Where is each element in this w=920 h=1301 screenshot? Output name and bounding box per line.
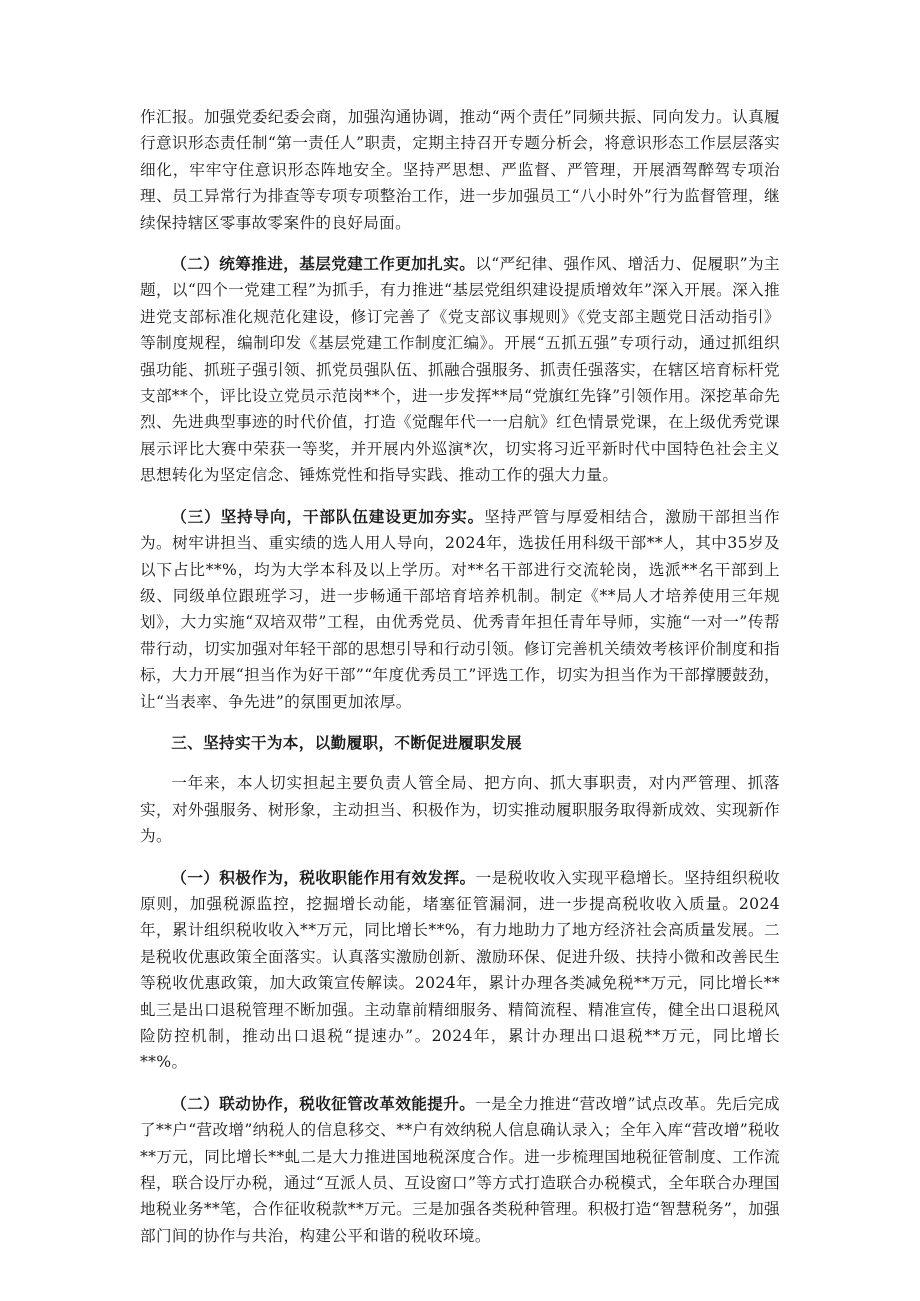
paragraph-continuation — [140, 104, 780, 236]
paragraph-cadre-team — [140, 504, 780, 715]
paragraph-lead: （二）联动协作，税收征管改革效能提升。 — [171, 1093, 476, 1113]
paragraph-intro — [140, 770, 780, 849]
paragraph-lead: （三）坚持导向，干部队伍建设更加夯实。 — [171, 506, 485, 526]
paragraph-body: 一年来，本人切实担起主要负责人管全局、把方向、抓大事职责，对内严管理、抓落实，对外强服务、树形象，主动担当、积极作为，切实推动履职服务取得新成效、实现新作为。 — [140, 774, 780, 846]
paragraph-tax-reform — [140, 1091, 780, 1249]
paragraph-lead: （二）统筹推进，基层党建工作更加扎实。 — [171, 254, 476, 274]
paragraph-tax-function — [140, 865, 780, 1076]
paragraph-party-building — [140, 251, 780, 489]
paragraph-body: 作汇报。加强党委纪委会商，加强沟通协调，推动“两个责任”同频共振、同向发力。认真履行意识形态责任制“第一责任人”职责，定期主持召开专题分析会，将意识形态工作层层落实细化，牢牢守住意识形态阵地安全。坚持严思想、严监督、严管理，开展酒驾醉驾专项治理、员工异常行为排查等专项专项整治工作，进一步加强员工“八小时外”行为监督管理，继续保持辖区零事故零案件的良好局面。 — [140, 108, 780, 232]
section-heading: 三、坚持实干为本，以勤履职，不断促进履职发展 — [171, 732, 522, 752]
paragraph-body: 一是全力推进“营改增”试点改革。先后完成了**户“营改增”纳税人的信息移交、**户有效纳税人信息确认录入；全年入库“营改增”税收**万元，同比增长**虬二是大力推进国地税深度合作。进一步梳理国地税征管制度、工作流程，联合设厅办税，通过“互派人员、互设窗口”等方式打造联合办税模式，全年联合办理国地税业务**笔，合作征收税款**万元。三是加强各类税种管理。积极打造“智慧税务”，加强部门间的协作与共治，构建公平和谐的税收环境。 — [140, 1094, 780, 1245]
document-page — [140, 104, 780, 1264]
paragraph-body: 坚持严管与厚爱相结合，激励干部担当作为。树牢讲担当、重实绩的选人用人导向，2024年，选拔任用科级干部**人，其中35岁及以下占比**%，均为大学本科及以上学历。对**名干部进行交流轮岗，选派**名干部到上级、同级单位跟班学习，进一步畅通干部培育培养机制。制定《**局人才培养使用三年规划》，大力实施“双培双带”工程，由优秀党员、优秀青年担任青年导师，实施“一对一”传帮带行动，切实加强对年轻干部的思想引导和行动引领。修订完善机关绩效考核评价制度和指标，大力开展“担当作为好干部”“年度优秀员工”评选工作，切实为担当作为干部撑腰鼓劲，让“当表率、争先进”的氛围更加浓厚。 — [140, 507, 780, 711]
paragraph-lead: （一）积极作为，税收职能作用有效发挥。 — [171, 867, 476, 887]
paragraph-body: 一是税收收入实现平稳增长。坚持组织税收原则，加强税源监控，挖掘增长动能，堵塞征管漏洞，进一步提高税收收入质量。2024年，累计组织税收收入**万元，同比增长**%，有力地助力了地方经济社会高质量发展。二是税收优惠政策全面落实。认真落实激励创新、激励环保、促进升级、扶持小微和改善民生等税收优惠政策，加大政策宣传解读。2024年，累计办理各类减免税**万元，同比增长**虬三是出口退税管理不断加强。主动靠前精细服务、精简流程、精准宣传，健全出口退税风险防控机制，推动出口退税“提速办”。2024年，累计办理出口退税**万元，同比增长**%。 — [140, 868, 781, 1072]
paragraph-body: 以“严纪律、强作风、增活力、促履职”为主题，以“四个一党建工程”为抓手，有力推进“基层党组织建设提质增效年”深入开展。深入推进党支部标准化规范化建设，修订完善了《党支部议事规则》《党支部主题党日活动指引》等制度规程，编制印发《基层党建工作制度汇编》。开展“五抓五强”专项行动，通过抓组织强功能、抓班子强引领、抓党员强队伍、抓融合强服务、抓责任强落实，在辖区培育标杆党支部**个，评比设立党员示范岗**个，进一步发挥**局“党旗红先锋”引领作用。深挖革命先烈、先进典型事迹的时代价值，打造《觉醒年代一一启航》红色情景党课，在上级优秀党课展示评比大赛中荣获一等奖，并开展内外巡演*次，切实将习近平新时代中国特色社会主义思想转化为坚定信念、锤炼党性和指导实践、推动工作的强大力量。 — [140, 255, 780, 485]
